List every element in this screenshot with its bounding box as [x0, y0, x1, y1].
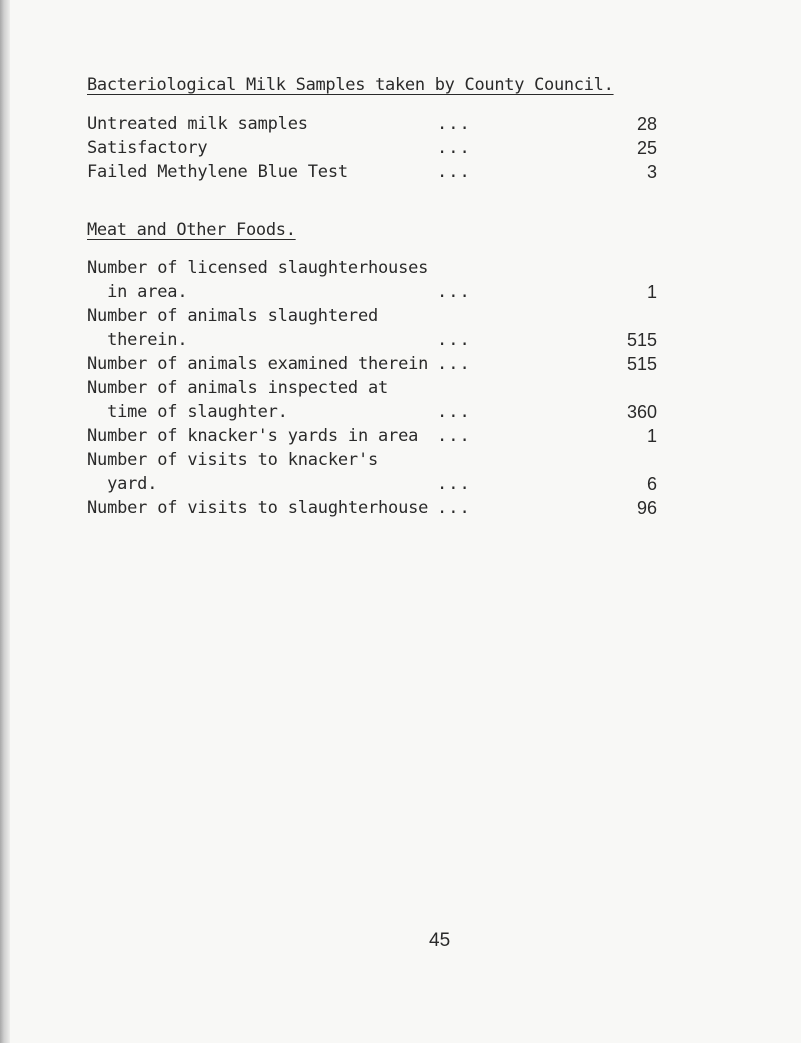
- page-number: 45: [429, 930, 451, 951]
- meat-row: [87, 306, 657, 330]
- row-value: 1: [646, 426, 657, 446]
- meat-row-knacker-visits: [87, 474, 657, 498]
- row-label: Number of animals slaughtered: [87, 306, 379, 326]
- row-value: 25: [636, 138, 657, 158]
- meat-row-inspected: [87, 402, 657, 426]
- leader-dots: ...: [437, 498, 471, 518]
- meat-row-slaughterhouses: [87, 282, 657, 306]
- leader-dots: ...: [437, 426, 471, 446]
- meat-section-heading: Meat and Other Foods.: [87, 220, 296, 240]
- meat-row: [87, 378, 657, 402]
- leader-dots: ...: [437, 474, 471, 494]
- row-label: Number of visits to knacker's: [87, 450, 379, 470]
- row-value: 515: [626, 330, 657, 350]
- row-value: 28: [636, 114, 657, 134]
- row-label: Number of animals examined therein: [87, 354, 429, 374]
- meat-row-slaughterhouse-visits: [87, 498, 657, 522]
- meat-row-knackers-yards: [87, 426, 657, 450]
- row-label: Number of licensed slaughterhouses: [87, 258, 429, 278]
- leader-dots: ...: [437, 114, 471, 134]
- meat-row: [87, 450, 657, 474]
- meat-row: [87, 258, 657, 282]
- row-label: Number of visits to slaughterhouse: [87, 498, 429, 518]
- row-value: 360: [626, 402, 657, 422]
- leader-dots: ...: [437, 282, 471, 302]
- row-label: Satisfactory: [87, 138, 208, 158]
- row-label: yard.: [87, 474, 158, 494]
- row-label: therein.: [87, 330, 188, 350]
- milk-row-untreated: [87, 114, 657, 138]
- milk-row-failed: [87, 162, 657, 186]
- row-label: Number of knacker's yards in area: [87, 426, 419, 446]
- meat-row-examined: [87, 354, 657, 378]
- row-label: in area.: [87, 282, 188, 302]
- leader-dots: ...: [437, 162, 471, 182]
- row-value: 515: [626, 354, 657, 374]
- row-label: Failed Methylene Blue Test: [87, 162, 348, 182]
- milk-row-satisfactory: [87, 138, 657, 162]
- leader-dots: ...: [437, 354, 471, 374]
- row-label: Number of animals inspected at: [87, 378, 389, 398]
- row-value: 3: [646, 162, 657, 182]
- row-label: time of slaughter.: [87, 402, 288, 422]
- leader-dots: ...: [437, 138, 471, 158]
- leader-dots: ...: [437, 402, 471, 422]
- leader-dots: ...: [437, 330, 471, 350]
- meat-row-slaughtered: [87, 330, 657, 354]
- row-value: 96: [636, 498, 657, 518]
- row-value: 1: [646, 282, 657, 302]
- milk-section-heading: Bacteriological Milk Samples taken by County Council.: [87, 75, 614, 95]
- row-value: 6: [646, 474, 657, 494]
- row-label: Untreated milk samples: [87, 114, 308, 134]
